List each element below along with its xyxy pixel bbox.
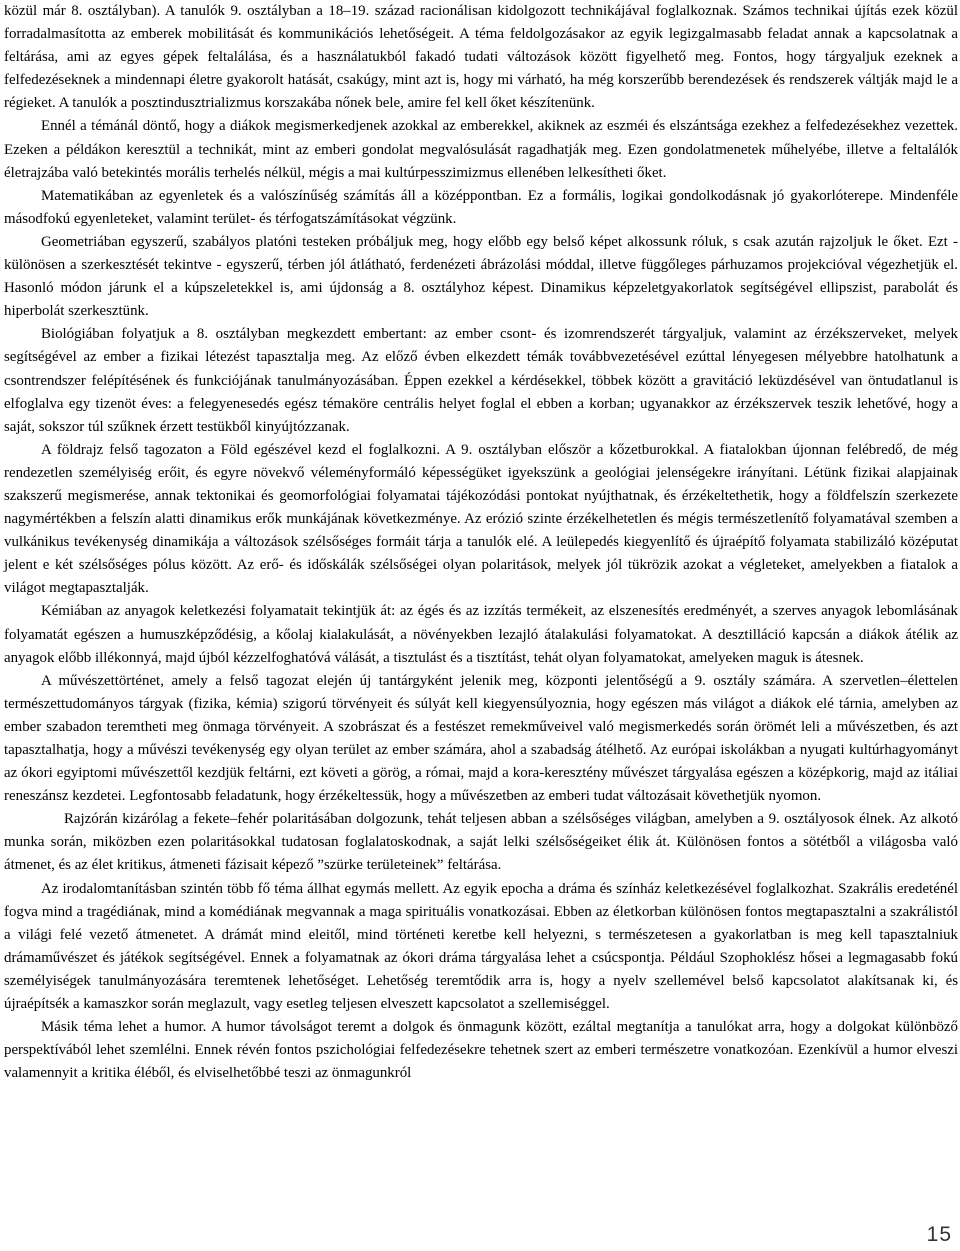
- page-number: 15: [926, 1223, 952, 1246]
- paragraph-inventors: Ennél a témánál döntő, hogy a diákok megismerkedjenek azokkal az emberekkel, akiknek az eszméi és elszántsága ezekhez a felfedezésekhez vezettek. Ezeken a példákon keresztül a technikát, mint az emberi gondolat megvalósulását ragadhatják meg. Ezen gondolatmenetek műhelyébe, illetve a feltalálók életrajzába való betekintés morális terhelés nélkül, mégis a mai kultúrpesszimizmus ellenében lelkesítheti őket.: [4, 118, 958, 181]
- paragraph-geography: A földrajz felső tagozaton a Föld egészével kezd el foglalkozni. A 9. osztályban először a kőzetburokkal. A fiatalokban újonnan felébredő, de még rendezetlen személyiség erőit, és egyre növekvő véleményformáló képességüket igyekszünk a geológiai jelenségekre irányítani. Létünk fizikai alapjainak szakszerű megismerése, annak tektonikai és geomorfológiai folyamatai tájékozódási pontokat nyújthatnak, és érzékeltethetik, hogy a földfelszín szerkezete nagymértékben a felszín alatti dinamikus erők munkájának következménye. Az erózió szinte érzékelhetetlen és mégis természetlenítő folyamatával szemben a vulkánikus tevékenység dinamikája a változások szélsőséges formáit tárja a tanulók elé. A leülepedés kiegyenlítő és újraépítő folyamata stabilizáló középutat jelent e két szélsőséges pólus között. Az erő- és időskálák szélsőségei olyan polaritások, melyek jól tükrözik azokat a végleteket, amelyekben a fiatalok a világot megtapasztalják.: [4, 441, 958, 597]
- paragraph-technology-continuation: közül már 8. osztályban). A tanulók 9. osztályban a 18–19. század racionálisan kidolgozott technikájával foglalkoznak. Számos technikai újítás ezek közül forradalmasította az emberek mobilitását és kommunikációs lehetőségeit. A téma feldolgozásakor az egyik legizgalmasabb feladat annak a kapcsolatnak a feltárása, ami az egyes gépek feltalálása, és a használatukból fakadó tudati változások között figyelhető meg. Fontos, hogy tárgyaljuk ezeknek a felfedezéseknek a mindennapi életre gyakorolt hatását, csakúgy, mint azt is, hogy mi várható, ha még korszerűbb berendezések és rendszerek váltják majd le a régieket. A tanulók a posztindusztrializmus korszakába nőnek bele, amire fel kell őket készítenünk.: [4, 3, 958, 112]
- document-page: [4, 0, 958, 1085]
- paragraph-humor: Másik téma lehet a humor. A humor távolságot teremt a dolgok és önmagunk között, ezáltal megtanítja a tanulókat arra, hogy a dolgokat különböző perspektívából lehet szemlélni. Ennek révén fontos pszichológiai felfedezésekre tehetnek szert az emberi természetre vonatkozóan. Ezenkívül a humor elveszi valamennyit a kritika éléből, és elviselhetőbbé teszi az önmagunkról: [4, 1019, 958, 1082]
- paragraph-biology: Biológiában folyatjuk a 8. osztályban megkezdett embertant: az ember csont- és izomrendszerét tárgyaljuk, valamint az érzékszerveket, melyek segítségével az ember a fizikai létezést tapasztalja meg. Az előző évben elkezdett témák továbbvezetésével ezúttal lényegesen mélyebbre hatolhatunk a csontrendszer felépítésének és funkciójának tanulmányozásában. Éppen ezekkel a kérdésekkel, többek között a gravitáció leküzdésével van öntudatlanul is elfoglalva egy tizenöt éves: a felegyenesedés egész témaköre centrális helyet foglal el ebben a korban; ugyanakkor az érzékszervek teszik lehetővé, hogy a saját, sokszor túl szűknek érzett testükből kinyújtózzanak.: [4, 326, 958, 435]
- paragraph-literature: Az irodalomtanításban szintén több fő téma állhat egymás mellett. Az egyik epocha a dráma és színház keletkezésével foglalkozhat. Szakrális eredeténél fogva mind a tragédiának, mind a komédiának megvannak a maga spirituális vonatkozásai. Ebben az életkorban különösen fontos megtapasztalni a szakrálistól a világi felé vezető átmenetet. A drámát mind eleitől, mind történeti keretbe kell helyezni, s természetesen a gyakorlatban is meg kell tapasztalniuk drámaművészet és játékok segítségével. Ennek a folyamatnak az ókori dráma tárgyalása lehet a csúcspontja. Például Szophoklész hősei a legmagasabb fokú személyiségek tanulmányozására teremtenek lehetőséget. Lehetőség teremtődik arra is, hogy a nyelv szellemével belső kapcsolatot alakítsanak ki, és újraépítsék a kamaszkor során meglazult, vagy esetleg teljesen elveszett kapcsolatot a szellemiséggel.: [4, 880, 958, 1013]
- paragraph-geometry: Geometriában egyszerű, szabályos platóni testeken próbáljuk meg, hogy előbb egy belső képet alkossunk róluk, s csak azután rajzoljuk le őket. Ezt - különösen a szerkesztését tekintve - egyszerű, térben jól átlátható, ferdenézeti ábrázolási móddal, illetve függőleges párhuzamos projekcióval végezhetjük el. Hasonló módon járunk el a kúpszeletekkel is, ami újdonság a 8. osztályhoz képest. Dinamikus képzeletgyakorlatok segítségével ellipszist, parabolát és hiperbolát szerkesztünk.: [4, 233, 958, 320]
- paragraph-drawing: Rajzórán kizárólag a fekete–fehér polaritásában dolgozunk, tehát teljesen abban a szélsőséges világban, amelyben a 9. osztályosok élnek. Az alkotó munka során, miközben ezen polaritásokkal tudatosan foglalatoskodnak, a saját lelki szélsőségeiket élik át. Különösen fontos a sötétből a világosba való átmenet, és az élet kritikus, átmeneti fázisait képező ”szürke területeinek” feltárása.: [4, 811, 958, 874]
- paragraph-chemistry: Kémiában az anyagok keletkezési folyamatait tekintjük át: az égés és az izzítás termékeit, az elszenesítés eredményét, a szerves anyagok lebomlásának folyamatát egészen a humuszképződésig, a kőolaj kialakulását, a növényekben lezajló átalakulási folyamatokat. A desztilláció kapcsán a diákok átélik az anyagok előbb illékonnyá, majd újból kézzelfoghatóvá válását, a tisztulást és a tisztítást, tehát olyan folyamatokat, amelyeken maguk is átesnek.: [4, 603, 958, 666]
- paragraph-art-history: A művészettörténet, amely a felső tagozat elején új tantárgyként jelenik meg, központi jelentőségű a 9. osztály számára. A szervetlen–élettelen természettudományos tárgyak (fizika, kémia) szigorú törvényeit és súlyát kell kiegyensúlyoznia, hogy egészen más világot a diákok elé tárnia, amelyben az ember szabadon teremtheti meg önmaga törvényeit. A szobrászat és a festészet remekműveivel való megismerkedés során örömét leli a művészetben, és azt tapasztalhatja, hogy a művészi tevékenység egy olyan terület az ember számára, ahol a szabadság átélhető. Az európai iskolákban a nyugati kultúrhagyományt az ókori egyiptomi művészettől kezdjük feltárni, ezt követi a görög, a római, majd a kora-keresztény művészet tárgyalása egészen a középkorig, majd az itáliai reneszánsz kezdetei. Legfontosabb feladatunk, hogy érzékeltessük, hogy a művészetben az emberi tudat változásait követhetjük nyomon.: [4, 672, 958, 805]
- paragraph-mathematics: Matematikában az egyenletek és a valószínűség számítás áll a középpontban. Ez a formális, logikai gondolkodásnak jó gyakorlóterepe. Mindenféle másodfokú egyenleteket, valamint terület- és térfogatszámításokat végzünk.: [4, 187, 958, 227]
